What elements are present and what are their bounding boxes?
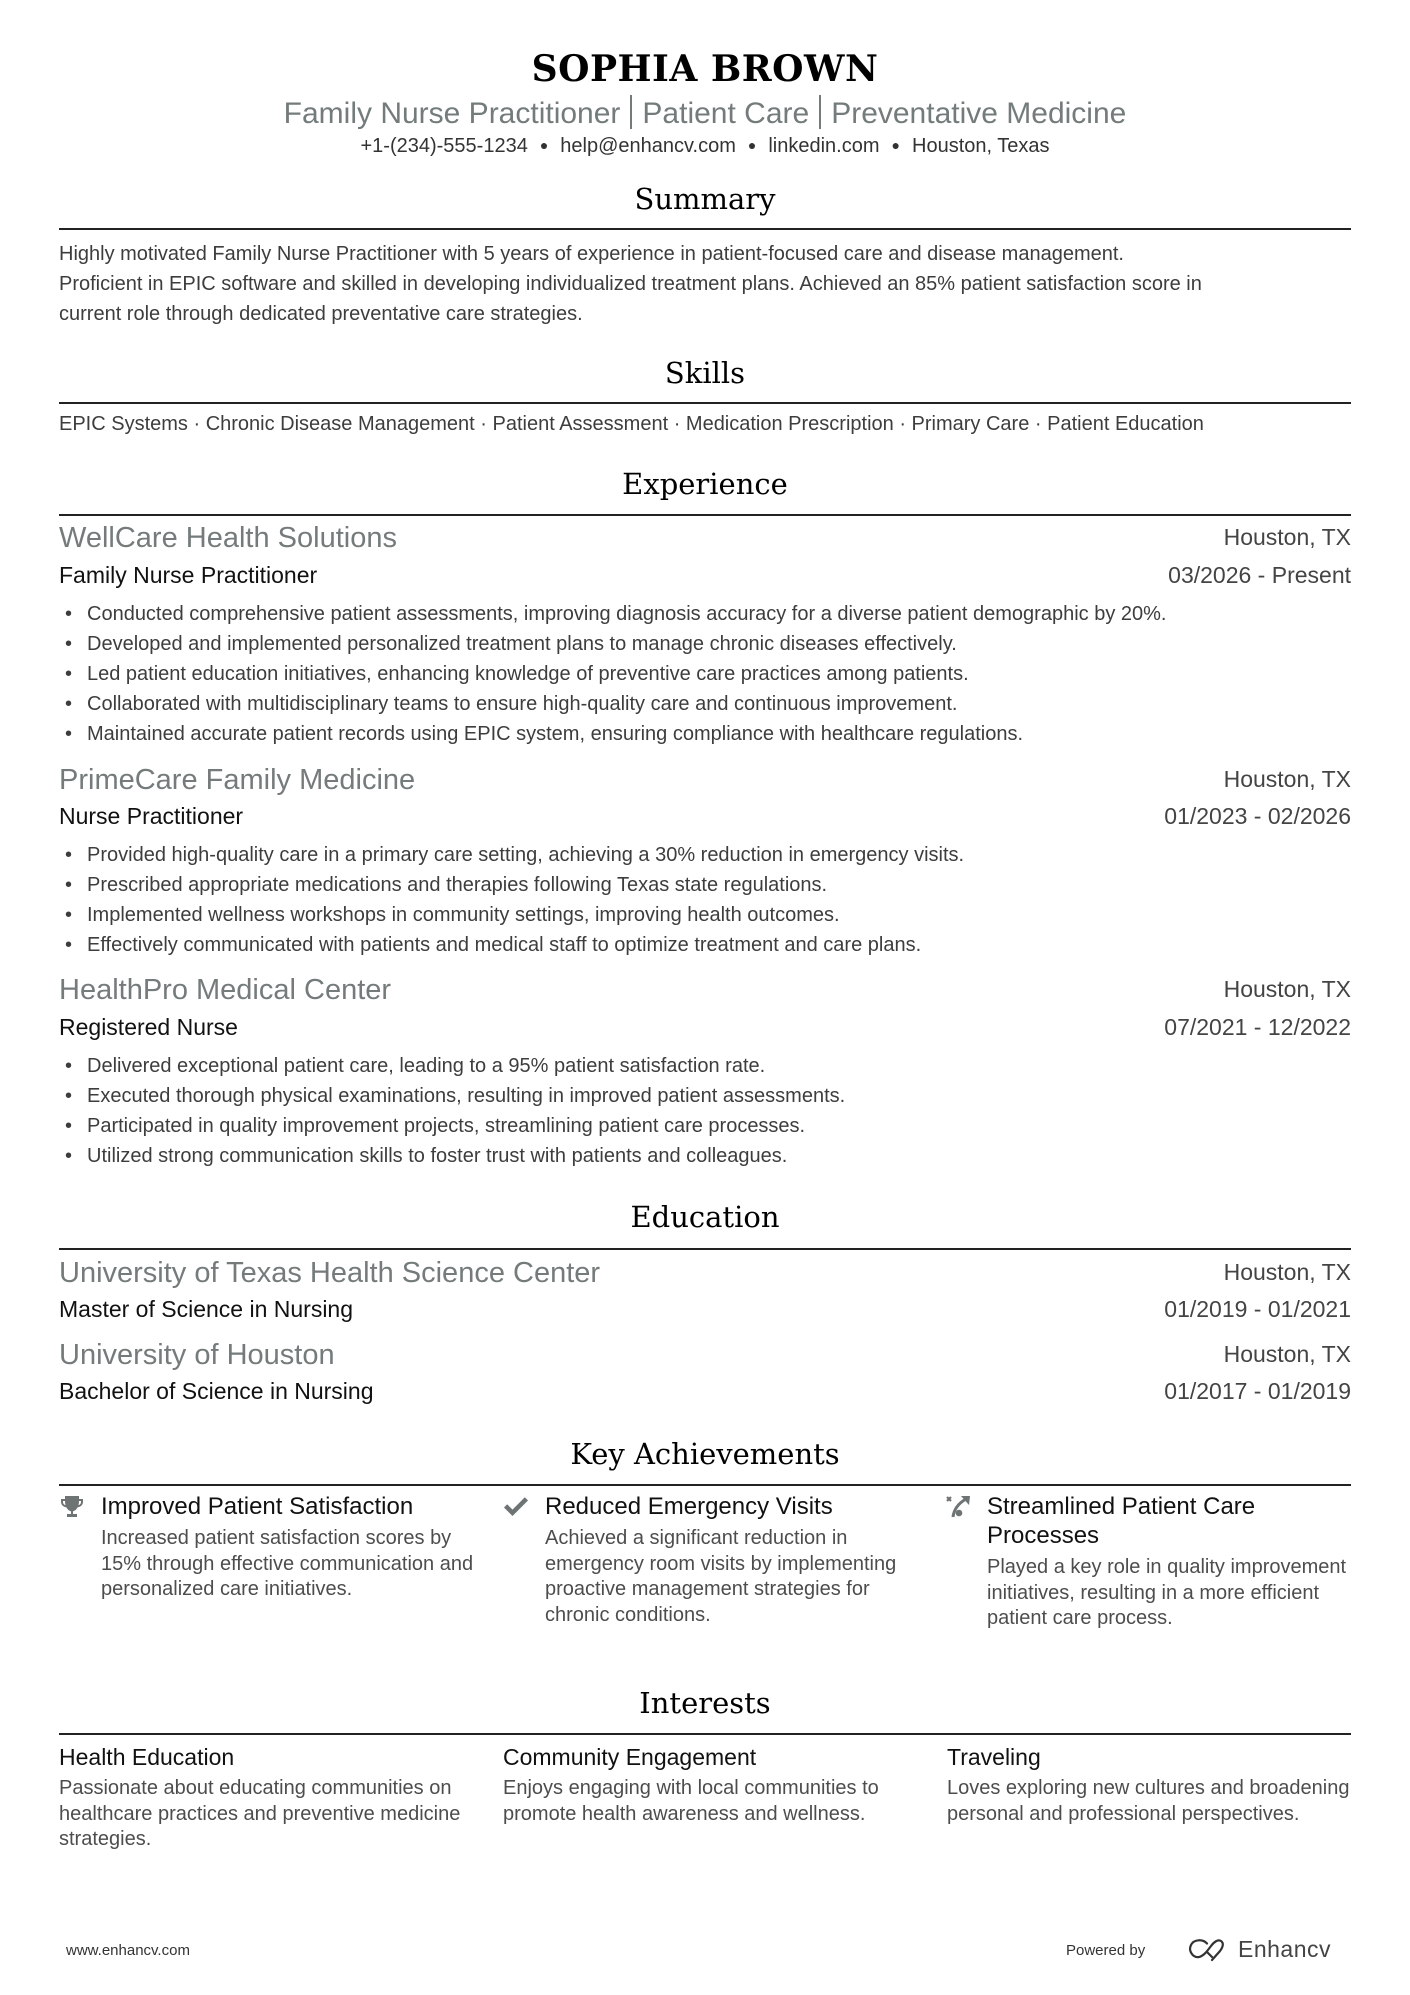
section-title-summary: Summary bbox=[634, 182, 776, 216]
job-location: Houston, TX bbox=[1223, 976, 1351, 1002]
interest-title: Community Engagement bbox=[503, 1744, 757, 1770]
interest-description: Loves exploring new cultures and broadening personal and professional perspectives. bbox=[947, 1777, 1350, 1825]
summary-text bbox=[59, 239, 1351, 329]
education-school: University of Texas Health Science Center bbox=[59, 1257, 601, 1289]
contact-email[interactable]: help@enhancv.com bbox=[560, 135, 736, 157]
section-title-skills: Skills bbox=[664, 356, 746, 390]
job-company: PrimeCare Family Medicine bbox=[59, 764, 416, 796]
job-bullet: • Collaborated with multidisciplinary teams to ensure high-quality care and continuous improvement. bbox=[59, 689, 1351, 719]
contact-location: Houston, Texas bbox=[912, 135, 1050, 157]
education-school: University of Houston bbox=[59, 1339, 335, 1371]
candidate-name: SOPHIA BROWN bbox=[531, 48, 879, 90]
section-divider bbox=[59, 228, 1351, 230]
summary-line: Proficient in EPIC software and skilled in developing individualized treatment plans. Achieved an 85% patient satisfaction score in bbox=[59, 273, 1202, 295]
section-divider bbox=[59, 1733, 1351, 1735]
education-degree: Master of Science in Nursing bbox=[59, 1296, 354, 1322]
job-bullet: • Developed and implemented personalized treatment plans to manage chronic diseases effectively. bbox=[59, 629, 1351, 659]
achievement-description: Achieved a significant reduction in emergency room visits by implementing proactive management strategies for chronic conditions. bbox=[545, 1527, 897, 1626]
job-role: Family Nurse Practitioner bbox=[59, 562, 318, 588]
footer-brand-name: Enhancv bbox=[1238, 1936, 1332, 1962]
headline-item: Family Nurse Practitioner bbox=[283, 97, 621, 130]
education-dates: 01/2017 - 01/2019 bbox=[1164, 1378, 1351, 1404]
checkmark-icon bbox=[503, 1494, 529, 1520]
headline bbox=[0, 95, 1410, 131]
job-bullet: • Utilized strong communication skills to foster trust with patients and colleagues. bbox=[59, 1141, 1351, 1171]
job-bullet: • Maintained accurate patient records using EPIC system, ensuring compliance with healthcare regulations. bbox=[59, 719, 1351, 749]
job-bullet: • Implemented wellness workshops in community settings, improving health outcomes. bbox=[59, 900, 1351, 930]
contact-info bbox=[0, 135, 1410, 158]
job-bullet: • Conducted comprehensive patient assessments, improving diagnosis accuracy for a diverse patient demographic by 20%. bbox=[59, 599, 1351, 629]
job-dates: 07/2021 - 12/2022 bbox=[1164, 1014, 1351, 1040]
contact-phone[interactable]: +1-(234)-555-1234 bbox=[360, 135, 528, 157]
headline-divider bbox=[630, 95, 632, 129]
job-dates: 01/2023 - 02/2026 bbox=[1164, 803, 1351, 829]
section-divider bbox=[59, 514, 1351, 516]
interest-description: Enjoys engaging with local communities to promote health awareness and wellness. bbox=[503, 1777, 879, 1825]
interest-item bbox=[947, 1742, 1367, 1827]
job-bullets bbox=[59, 1051, 1351, 1171]
achievement-title: Reduced Emergency Visits bbox=[545, 1493, 833, 1520]
achievement-description: Played a key role in quality improvement initiatives, resulting in a more efficient patient care process. bbox=[987, 1556, 1347, 1629]
job-role: Nurse Practitioner bbox=[59, 803, 244, 829]
interest-description: Passionate about educating communities on healthcare practices and preventive medicine strategies. bbox=[59, 1777, 461, 1850]
strategy-route-icon bbox=[945, 1494, 971, 1520]
footer-powered-by: Powered by bbox=[1066, 1942, 1146, 1959]
contact-linkedin[interactable]: linkedin.com bbox=[768, 135, 880, 157]
interest-item bbox=[503, 1742, 923, 1827]
section-divider bbox=[59, 402, 1351, 404]
job-location: Houston, TX bbox=[1223, 524, 1351, 550]
headline-item: Patient Care bbox=[642, 97, 810, 130]
section-title-experience: Experience bbox=[622, 467, 788, 501]
job-bullets bbox=[59, 840, 1351, 960]
interest-title: Traveling bbox=[947, 1744, 1041, 1770]
job-location: Houston, TX bbox=[1223, 766, 1351, 792]
achievement-title: Improved Patient Satisfaction bbox=[101, 1493, 414, 1520]
job-dates: 03/2026 - Present bbox=[1168, 562, 1351, 588]
bullet-separator: ● bbox=[539, 137, 549, 153]
job-bullet: • Executed thorough physical examinations, resulting in improved patient assessments. bbox=[59, 1081, 1351, 1111]
bullet-separator: ● bbox=[747, 137, 757, 153]
education-location: Houston, TX bbox=[1223, 1341, 1351, 1367]
job-company: WellCare Health Solutions bbox=[59, 522, 397, 554]
summary-line: Highly motivated Family Nurse Practitioner with 5 years of experience in patient-focused care and disease management. bbox=[59, 243, 1124, 265]
summary-line: current role through dedicated preventative care strategies. bbox=[59, 303, 583, 325]
section-divider bbox=[59, 1248, 1351, 1250]
headline-item: Preventative Medicine bbox=[831, 97, 1127, 130]
education-location: Houston, TX bbox=[1223, 1259, 1351, 1285]
section-title-education: Education bbox=[630, 1200, 780, 1234]
job-bullet: • Provided high-quality care in a primary care setting, achieving a 30% reduction in emergency visits. bbox=[59, 840, 1351, 870]
skills-list: EPIC Systems · Chronic Disease Management · Patient Assessment · Medication Prescription · Primary Care · Patient Education bbox=[59, 413, 1204, 435]
bullet-separator: ● bbox=[891, 137, 900, 153]
interest-title: Health Education bbox=[59, 1744, 235, 1770]
interest-item bbox=[59, 1742, 479, 1853]
section-title-interests: Interests bbox=[639, 1686, 771, 1720]
job-role: Registered Nurse bbox=[59, 1014, 238, 1040]
section-divider bbox=[59, 1484, 1351, 1486]
achievement-title: Streamlined Patient Care Processes bbox=[987, 1493, 1256, 1549]
education-dates: 01/2019 - 01/2021 bbox=[1164, 1296, 1351, 1322]
education-degree: Bachelor of Science in Nursing bbox=[59, 1378, 374, 1404]
job-company: HealthPro Medical Center bbox=[59, 974, 392, 1006]
job-bullet: • Led patient education initiatives, enhancing knowledge of preventive care practices among patients. bbox=[59, 659, 1351, 689]
trophy-icon bbox=[59, 1494, 85, 1520]
job-bullet: • Prescribed appropriate medications and therapies following Texas state regulations. bbox=[59, 870, 1351, 900]
job-bullet: • Delivered exceptional patient care, leading to a 95% patient satisfaction rate. bbox=[59, 1051, 1351, 1081]
enhancv-logo-icon bbox=[1186, 1937, 1234, 1963]
job-bullet: • Participated in quality improvement projects, streamlining patient care processes. bbox=[59, 1111, 1351, 1141]
section-title-achievements: Key Achievements bbox=[570, 1437, 840, 1471]
achievement-description: Increased patient satisfaction scores by 15% through effective communication and personalized care initiatives. bbox=[101, 1527, 474, 1600]
footer-website-link[interactable]: www.enhancv.com bbox=[66, 1942, 190, 1959]
job-bullets bbox=[59, 599, 1351, 749]
headline-divider bbox=[819, 95, 821, 129]
job-bullet: • Effectively communicated with patients and medical staff to optimize treatment and care plans. bbox=[59, 930, 1351, 960]
